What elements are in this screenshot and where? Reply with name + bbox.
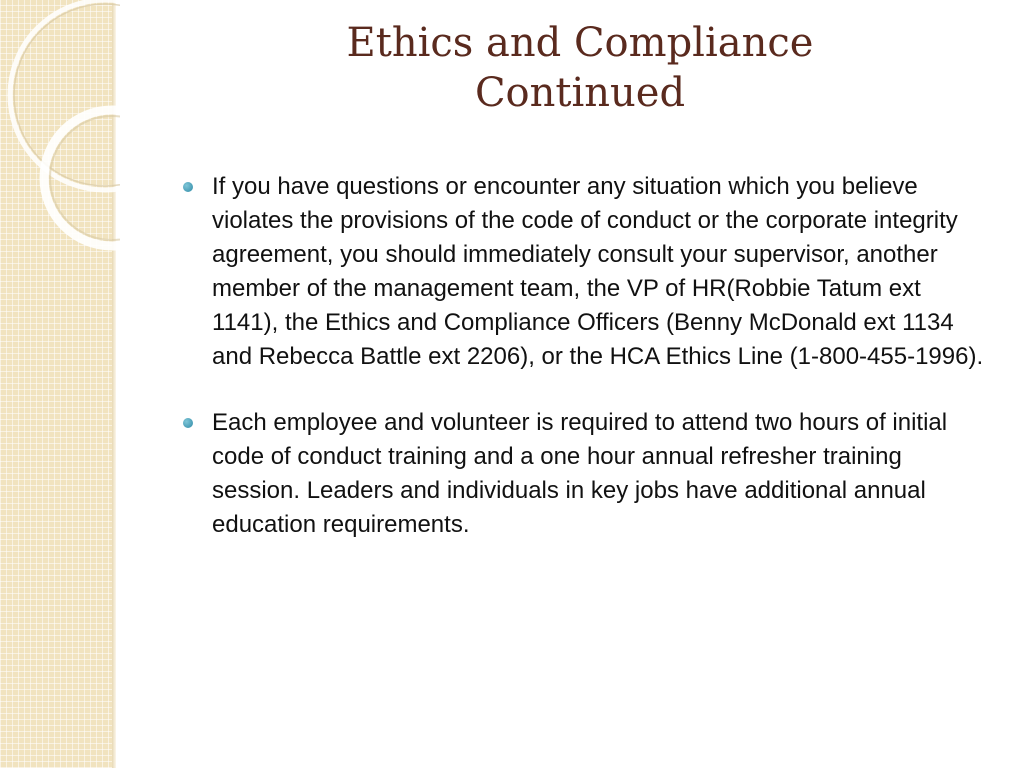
- bullet-text-reporting: If you have questions or encounter any situation which you believe violates the provisions of the code of conduct or the corporate integrity agreement, you should immediately consult your supervisor, another member of the management team, the VP of HR(Robbie Tatum ext 1141), the Ethics and Compliance Officers (Benny McDonald ext 1134 and Rebecca Battle ext 2206), or the HCA Ethics Line (1-800-455-1996).: [212, 173, 984, 370]
- bullet-dot-icon: [183, 418, 193, 428]
- decorative-rings-graphic: [0, 0, 120, 260]
- slide-title-line-1: Ethics and Compliance: [346, 20, 814, 66]
- slide-title-line-2: Continued: [474, 70, 686, 116]
- decorative-ring-upper-shadow: [14, 4, 120, 186]
- bullet-text-training: Each employee and volunteer is required to attend two hours of initial code of conduct training and a one hour annual refresher training session. Leaders and individuals in key jobs have additional annual education requirements.: [212, 409, 948, 538]
- bullet-item-training: [183, 406, 993, 542]
- bullet-list: [183, 170, 993, 542]
- bullet-item-reporting: [183, 170, 993, 374]
- bullet-dot-icon: [183, 182, 193, 192]
- decorative-ring-upper: [10, 0, 120, 190]
- slide-title: [300, 18, 860, 118]
